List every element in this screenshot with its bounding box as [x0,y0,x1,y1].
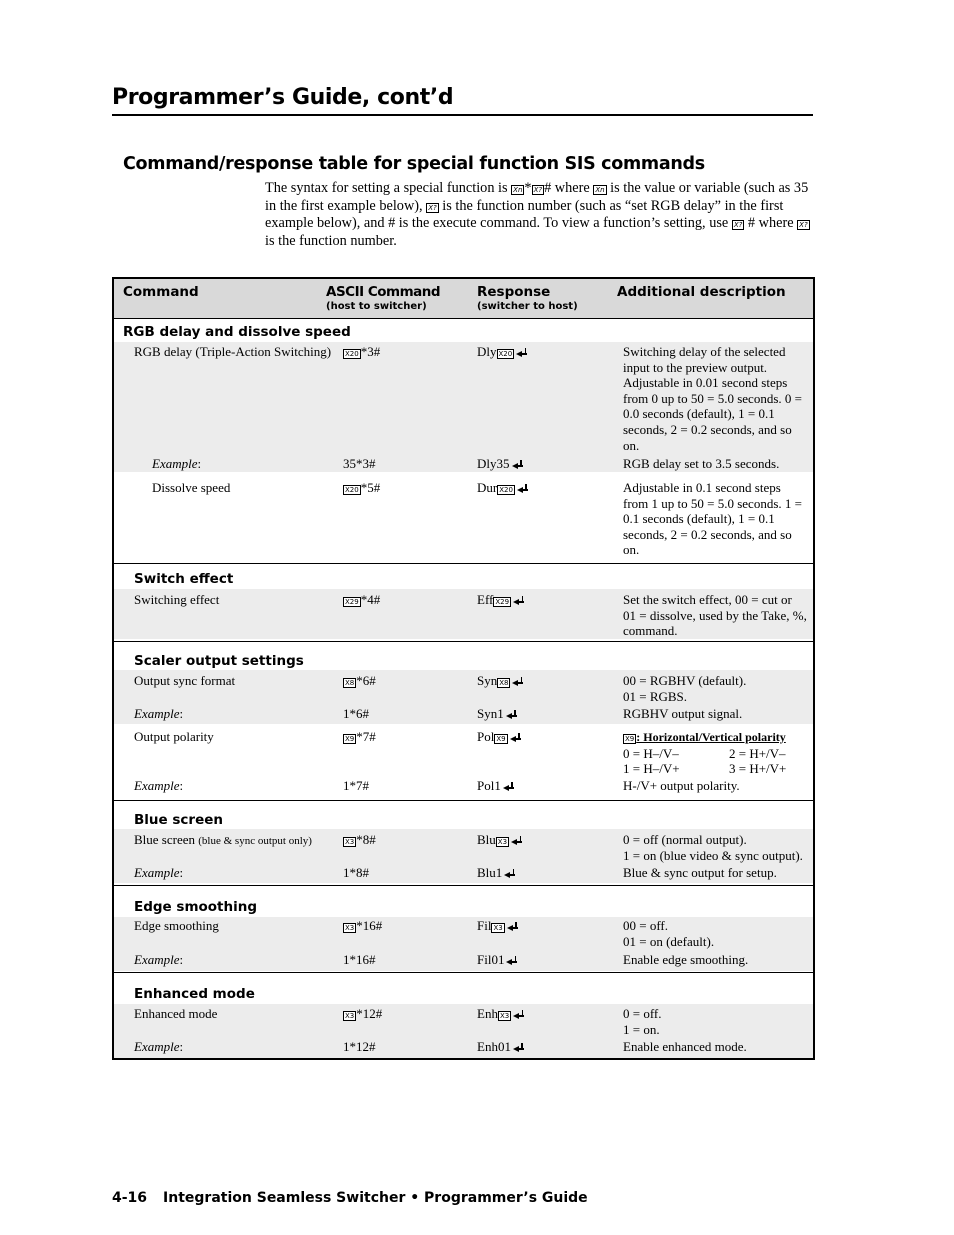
description-cell: Adjustable in 0.1 second steps from 1 up to 50 = 5.0 seconds. 1 = 0.1 seconds (default), 1 = 0.1 seconds, 2 = 0.2 seconds, and so on. [623,480,802,558]
ascii-cell: X9 *7# [345,729,376,744]
example-description: RGB delay set to 3.5 seconds. [623,456,780,471]
group-separator [114,972,813,973]
example-response: Pol1 [477,778,607,794]
example-ascii: 1*7# [343,778,369,793]
group-title-switch: Switch effect [134,571,234,587]
ascii-cell: X20 *3# [345,344,381,359]
example-response: Dly35 [477,456,607,472]
description-cell: X9 : Horizontal/Vertical polarity 0 = H–/V– 2 = H+/V– 1 = H–/V+ 3 = H+/V+ [623,730,787,777]
variable-icon: X9 [625,735,635,743]
enter-icon [507,922,518,931]
example-description: RGBHV output signal. [623,706,743,721]
page-title: Programmer’s Guide, cont’d [112,85,454,110]
description-cell: 00 = off. 01 = on (default). [623,918,715,949]
example-label: Example: [134,778,184,793]
header-description: Additional description [617,284,786,300]
command-cell: Blue screen (blue & sync output only) [134,832,312,847]
variable-icon: X9 [345,735,355,743]
example-description: Enable enhanced mode. [623,1039,747,1054]
group-title-blue: Blue screen [134,812,224,828]
header-command: Command [123,284,199,300]
page-footer [112,1190,588,1206]
variable-icon: X3 [345,924,355,932]
command-table [112,277,815,1060]
variable-icon: X3 [499,1012,510,1020]
group-separator [114,885,813,886]
page-number: 4-16 [112,1190,148,1206]
ascii-cell: X8 *6# [345,673,376,688]
variable-icon: X20 [499,486,513,494]
description-cell: Switching delay of the selected input to the preview output. Adjustable in 0.01 second steps from 0 up to 50 = 5.0 seconds. 0 = 0.0 seconds (default), 1 = 0.1 seconds, 2 = 0.2 seconds, and so on. [623,344,802,453]
command-cell: Output sync format [134,673,236,688]
enter-icon [512,677,523,686]
example-label: Example: [134,952,184,967]
command-cell: Dissolve speed [152,480,231,495]
page-header [112,84,813,116]
intro-text: is the function number. [265,232,397,249]
header-response: Response (switcher to host) [477,284,578,312]
enter-icon [510,733,521,742]
example-ascii: 1*8# [343,865,369,880]
command-cell: Enhanced mode [134,1006,218,1021]
response-cell: Dly X20 [477,344,607,360]
variable-icon-xn: Xn [595,186,605,194]
variable-icon: X3 [493,924,503,932]
group-title-scaler: Scaler output settings [134,653,304,669]
variable-icon-x7: X? [799,221,808,230]
intro-text: The syntax for setting a special function is [265,180,512,196]
enter-icon [504,869,515,878]
example-description: Enable edge smoothing. [623,952,749,967]
example-response: Syn1 [477,706,607,722]
example-ascii: 1*16# [343,952,376,967]
ascii-cell: X3 *16# [345,918,383,933]
variable-icon: X3 [345,838,355,846]
enter-icon [517,484,528,493]
enter-icon [513,1043,524,1052]
enter-icon [511,836,522,845]
section-title: Command/response table for special function SIS commands [123,154,705,174]
example-label: Example: [152,456,202,471]
group-title-enhanced: Enhanced mode [134,986,255,1002]
response-cell: Blu X3 [477,832,607,848]
command-cell: Edge smoothing [134,918,219,933]
description-cell: 00 = RGBHV (default). 01 = RGBS. [623,673,747,704]
header-ascii: ASCII Command (host to switcher) [326,284,441,312]
response-cell: Dur X20 [477,480,607,496]
variable-icon: X8 [345,679,355,687]
intro-text: # where [544,180,594,196]
ascii-cell: X3 *12# [345,1006,383,1021]
intro-text: is the value or variable (such as 35 in the first example below), [265,180,809,214]
group-title-rgb: RGB delay and dissolve speed [123,324,351,340]
header-response-sub: (switcher to host) [477,301,578,312]
description-cell: Set the switch effect, 00 = cut or 01 = dissolve, used by the Take, %, command. [623,592,807,639]
intro-text: is the function number (such as “set RGB delay” in the first example below), and # is the execute command. To view a function’s setting, use [265,197,784,232]
variable-icon-x7: X? [533,186,543,194]
variable-icon: X29 [345,598,359,606]
example-ascii: 1*6# [343,706,369,721]
enter-icon [506,956,517,965]
group-title-edge: Edge smoothing [134,899,258,915]
variable-icon: X29 [495,598,510,606]
enter-icon [513,596,524,605]
description-cell: 0 = off. 1 = on. [623,1006,662,1037]
response-cell: Fil X3 [477,918,607,934]
response-cell: Enh X3 [477,1006,607,1022]
variable-icon: X9 [496,735,506,743]
enter-icon [512,460,523,469]
variable-icon-xn: Xn [513,186,523,194]
example-label: Example: [134,865,184,880]
table-header [114,279,813,319]
header-ascii-sub: (host to switcher) [326,301,427,312]
intro-paragraph: The syntax for setting a special function is Xn * X? # where Xn is the value or variable (such as 35 in the first example below), X? is the function number (such as “set RGB delay” in the first example below), and # is the execute command. To view a function’s setting, use X? # where X? is the function number. [265,180,809,249]
response-cell: Pol X9 [477,729,607,745]
intro-text: # where [744,215,798,232]
response-cell: Eff X29 [477,592,607,608]
example-response: Blu1 [477,865,607,881]
footer-title: Integration Seamless Switcher • Programmer’s Guide [163,1190,588,1206]
enter-icon [506,710,517,719]
ascii-cell: X20 *5# [345,480,381,495]
variable-icon: X3 [345,1012,355,1020]
enter-icon [503,782,514,791]
example-description: H-/V+ output polarity. [623,778,740,793]
example-ascii: 1*12# [343,1039,376,1054]
variable-icon: X20 [345,350,359,358]
command-cell: Switching effect [134,592,220,607]
variable-icon: X3 [497,838,508,846]
enter-icon [516,348,527,357]
group-separator [114,641,813,642]
variable-icon: X20 [345,486,359,494]
example-description: Blue & sync output for setup. [623,865,777,880]
group-separator [114,563,813,564]
response-cell: Syn X8 [477,673,607,689]
variable-icon-x7: X? [428,203,437,212]
variable-icon: X20 [498,350,513,358]
description-cell: 0 = off (normal output). 1 = on (blue video & sync output). [623,832,803,863]
ascii-cell: X3 *8# [345,832,376,847]
group-separator [114,800,813,801]
ascii-cell: X29 *4# [345,592,381,607]
example-response: Enh01 [477,1039,607,1055]
example-response: Fil01 [477,952,607,968]
command-cell: Output polarity [134,729,214,744]
variable-icon-x7: X? [733,221,743,230]
header-rule [112,114,813,116]
example-label: Example: [134,1039,184,1054]
enter-icon [513,1010,524,1019]
example-ascii: 35*3# [343,456,376,471]
variable-icon: X8 [499,679,509,687]
command-cell: RGB delay (Triple-Action Switching) [134,344,332,359]
example-label: Example: [134,706,184,721]
